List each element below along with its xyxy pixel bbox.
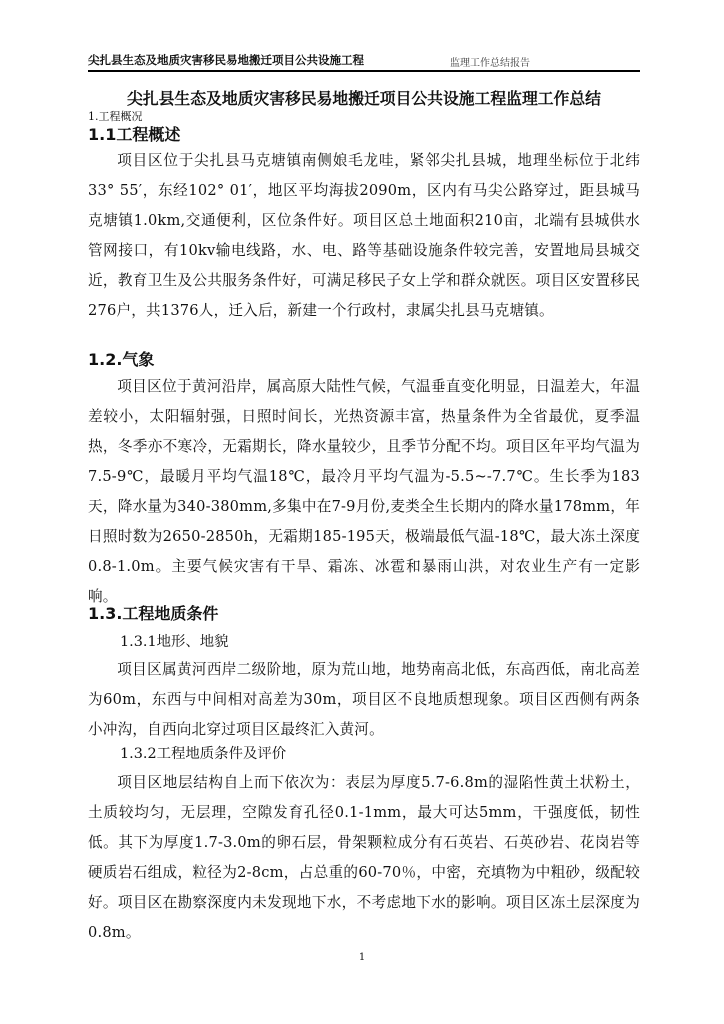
heading-1-2: 1.2.气象 <box>88 350 155 369</box>
header-project-name: 尖扎县生态及地质灾害移民易地搬迁项目公共设施工程 <box>88 53 364 67</box>
page-header <box>88 50 640 72</box>
paragraph-1-3-1: 项目区属黄河西岸二级阶地，原为荒山地，地势南高北低，东高西低，南北高差为60m，东西与中间相对高差为30m，项目区不良地质想现象。项目区西侧有两条小冲沟，自西向北穿过项目区最终汇入黄河。 <box>88 661 640 738</box>
header-report-type: 监理工作总结报告 <box>450 58 530 69</box>
heading-1-3-2: 1.3.2工程地质条件及评价 <box>120 746 287 762</box>
section-label-overview: 1.工程概况 <box>88 110 143 123</box>
heading-1-3: 1.3.工程地质条件 <box>88 604 219 623</box>
document-title: 尖扎县生态及地质灾害移民易地搬迁项目公共设施工程监理工作总结 <box>127 89 601 108</box>
paragraph-1-1: 项目区位于尖扎县马克塘镇南侧娘毛龙哇，紧邻尖扎县城，地理坐标位于北纬33° 55′，东经102° 01′，地区平均海拔2090m，区内有马尖公路穿过，距县城马克塘镇1.0km,交通便利，区位条件好。项目区总土地面积210亩，北端有县城供水管网接口，有10kv输电线路，水、电、路等基础设施条件较完善，安置地局县城交近，教育卫生及公共服务条件好，可满足移民子女上学和群众就医。项目区安置移民276户，共1376人，迁入后，新建一个行政村，隶属尖扎县马克塘镇。 <box>88 152 640 319</box>
paragraph-1-3-2: 项目区地层结构自上而下依次为：表层为厚度5.7-6.8m的湿陷性黄土状粉土，土质较均匀，无层理，空隙发育孔径0.1-1mm，最大可达5mm，干强度低，韧性低。其下为厚度1.7-3.0m的卵石层，骨架颗粒成分有石英岩、石英砂岩、花岗岩等硬质岩石组成，粒径为2-8cm，占总重的60-70％，中密，充填物为中粗砂，级配较好。项目区在勘察深度内未发现地下水，不考虑地下水的影响。项目区冻土层深度为0.8m。 <box>88 774 640 941</box>
page-number: 1 <box>358 952 366 963</box>
heading-1-3-1: 1.3.1地形、地貌 <box>120 634 229 650</box>
paragraph-1-2: 项目区位于黄河沿岸，属高原大陆性气候，气温垂直变化明显，日温差大，年温差较小，太阳辐射强，日照时间长，光热资源丰富，热量条件为全省最优，夏季温热，冬季亦不寒冷，无霜期长，降水量较少，且季节分配不均。项目区年平均气温为7.5-9℃，最暖月平均气温18℃，最冷月平均气温为-5.5~-7.7℃。生长季为183天，降水量为340-380mm,多集中在7-9月份,麦类全生长期内的降水量178mm，年日照时数为2650-2850h，无霜期185-195天，极端最低气温-18℃，最大冻土深度0.8-1.0m。主要气候灾害有干旱、霜冻、冰雹和暴雨山洪，对农业生产有一定影响。 <box>88 378 640 605</box>
heading-1-1: 1.1工程概述 <box>88 125 181 144</box>
